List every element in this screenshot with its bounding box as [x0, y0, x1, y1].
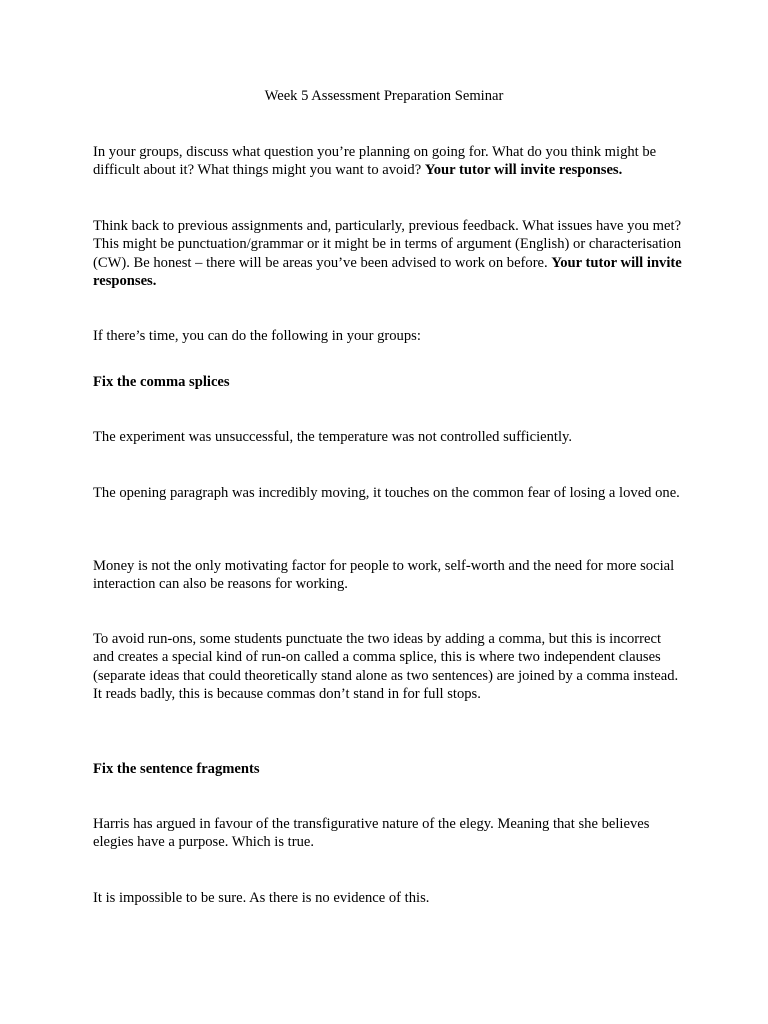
- heading-sentence-fragments: Fix the sentence fragments: [93, 761, 260, 777]
- comma-splice-example-1: The experiment was unsuccessful, the temperature was not controlled sufficiently.: [93, 429, 573, 445]
- fragment-example-2: It is impossible to be sure. As there is no evidence of this.: [93, 890, 430, 906]
- paragraph-if-time: If there’s time, you can do the following in your groups:: [93, 328, 421, 344]
- document-title: Week 5 Assessment Preparation Seminar: [264, 88, 504, 104]
- paragraph-previous-feedback: [93, 217, 683, 290]
- fragment-example-1: Harris has argued in favour of the transfigurative nature of the elegy. Meaning that she believes elegies have a purpose. Which is true.: [93, 816, 650, 851]
- heading-comma-splices: Fix the comma splices: [93, 374, 230, 390]
- comma-splice-example-3: Money is not the only motivating factor for people to work, self-worth and the need for more social interaction can also be reasons for working.: [93, 558, 675, 593]
- tutor-responses-note: Your tutor will invite responses.: [93, 254, 682, 289]
- comma-splice-example-4: To avoid run-ons, some students punctuate the two ideas by adding a comma, but this is incorrect and creates a special kind of run-on called a comma splice, this is where two independent clauses (separate ideas that could theoretically stand alone as two sentences) are joined by a comma instead. It reads badly, this is because commas don’t stand in for full stops.: [93, 631, 679, 702]
- tutor-responses-note: Your tutor will invite responses.: [424, 162, 623, 179]
- paragraph-discuss-question: [93, 143, 683, 180]
- paragraph-text: Think back to previous assignments and, particularly, previous feedback. What issues have you met? This might be punctuation/grammar or it might be in terms of argument (English) or characterisation (CW). Be honest – there will be areas you’ve been advised to work on before.: [93, 218, 682, 271]
- comma-splice-example-2: The opening paragraph was incredibly moving, it touches on the common fear of losing a loved one.: [93, 485, 680, 501]
- paragraph-text: In your groups, discuss what question you’re planning on going for. What do you think might be difficult about it? What things might you want to avoid?: [93, 144, 657, 179]
